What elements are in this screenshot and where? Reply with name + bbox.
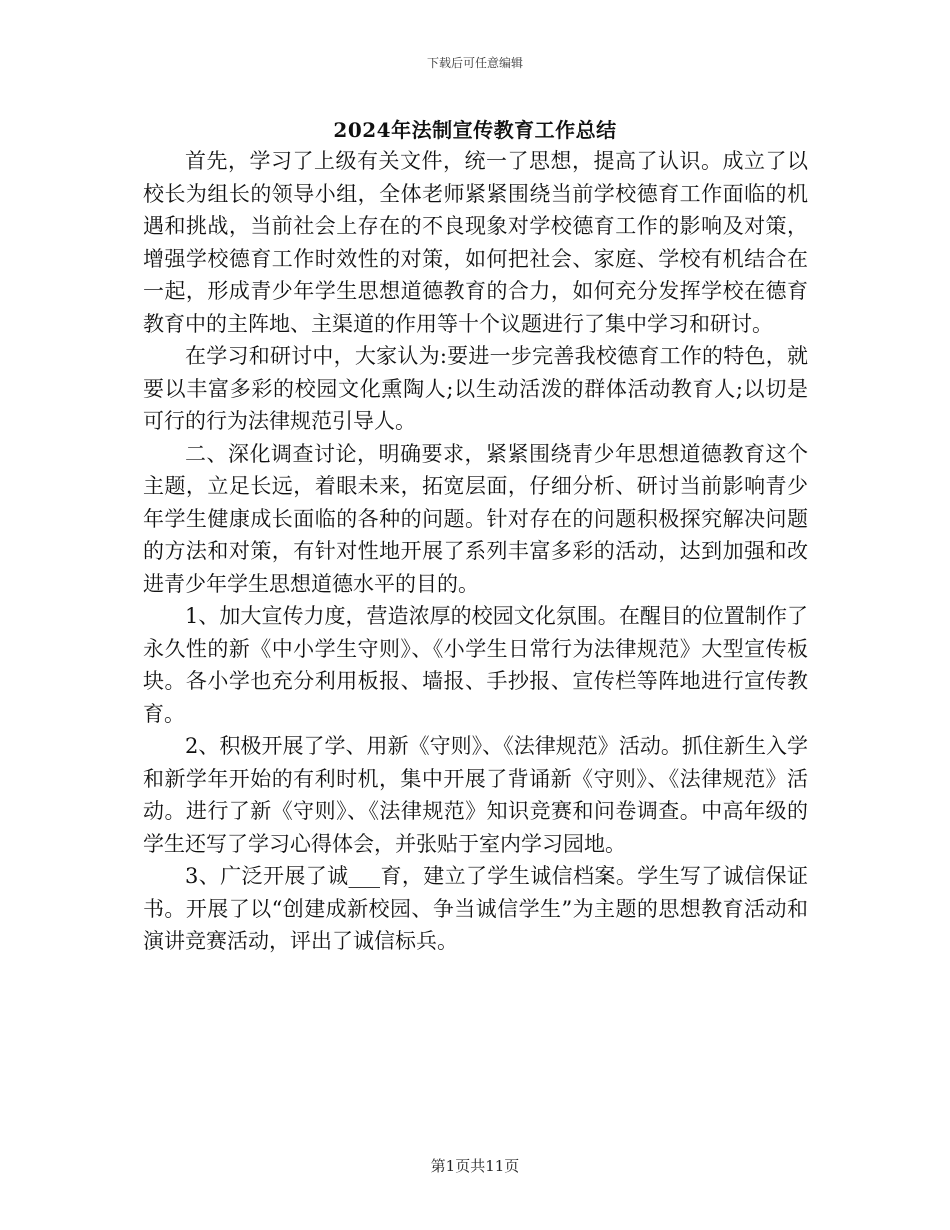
paragraph-1: 首先，学习了上级有关文件，统一了思想，提高了认识。成立了以校长为组长的领导小组，全体老师紧紧围绕当前学校德育工作面临的机遇和挑战，当前社会上存在的不良现象对学校德育工作的影响及对策，增强学校德育工作时效性的对策，如何把社会、家庭、学校有机结合在一起，形成青少年学生思想道德教育的合力，如何充分发挥学校在德育教育中的主阵地、主渠道的作用等十个议题进行了集中学习和研讨。	[143, 149, 808, 336]
document-title: 2024年法制宣传教育工作总结	[333, 118, 617, 142]
paragraph-6: 3、广泛开展了诚___育，建立了学生诚信档案。学生写了诚信保证书。开展了以“创建成新校园、争当诚信学生”为主题的思想教育活动和演讲竞赛活动，评出了诚信标兵。	[143, 864, 808, 953]
paragraph-3: 二、深化调查讨论，明确要求，紧紧围绕青少年思想道德教育这个主题，立足长远，着眼未来，拓宽层面，仔细分析、研讨当前影响青少年学生健康成长面临的各种的问题。针对存在的问题积极探究解决问题的方法和对策，有针对性地开展了系列丰富多彩的活动，达到加强和改进青少年学生思想道德水平的目的。	[143, 441, 808, 596]
header-note: 下载后可任意编辑	[426, 56, 523, 70]
page-number: 第1页共11页	[430, 1157, 520, 1175]
paragraph-5: 2、积极开展了学、用新《守则》、《法律规范》活动。抓住新生入学和新学年开始的有利时机，集中开展了背诵新《守则》、《法律规范》活动。进行了新《守则》、《法律规范》知识竞赛和问卷调查。中高年级的学生还写了学习心得体会，并张贴于室内学习园地。	[143, 734, 808, 856]
document-body	[143, 145, 808, 958]
paragraph-4: 1、加大宣传力度，营造浓厚的校园文化氛围。在醒目的位置制作了永久性的新《中小学生守则》、《小学生日常行为法律规范》大型宣传板块。各小学也充分利用板报、墙报、手抄报、宣传栏等阵地进行宣传教育。	[143, 604, 808, 726]
paragraph-2: 在学习和研讨中，大家认为:要进一步完善我校德育工作的特色，就要以丰富多彩的校园文化熏陶人;以生动活泼的群体活动教育人;以切是可行的行为法律规范引导人。	[143, 344, 808, 433]
